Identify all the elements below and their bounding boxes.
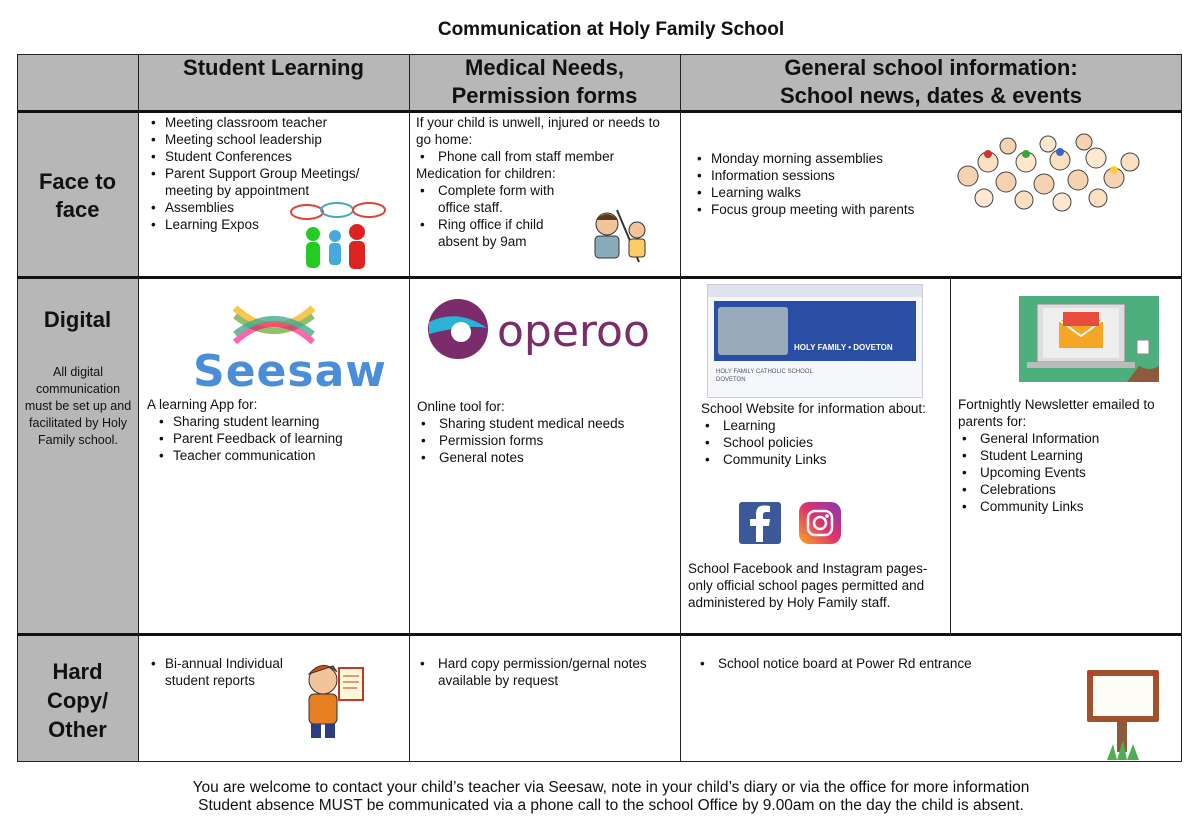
list-item: • Parent Feedback of learning [147, 430, 402, 447]
list-item: • Complete form with office staff. [416, 182, 556, 216]
email-newsletter-laptop-icon [1019, 296, 1159, 382]
operoo-logo: operoo [497, 306, 650, 357]
social-media-text: School Facebook and Instagram pages- only official school pages permitted and administered by Holy Family staff. [688, 561, 928, 610]
website-caption-1: HOLY FAMILY CATHOLIC SCHOOL [716, 369, 813, 375]
footer-line-2: Student absence MUST be communicated via a phone call to the school Office by 9.00am on the day the child is absent. [198, 797, 1024, 814]
footer-line-1: You are welcome to contact your child’s teacher via Seesaw, note in your child’s diary or via the office for more information [192, 779, 1030, 796]
list-item: • Learning [701, 417, 941, 434]
header-general-line1: General school information: [784, 55, 1078, 80]
crowd-of-children-icon [948, 132, 1144, 214]
seesaw-list [147, 413, 402, 464]
website-banner-text: HOLY FAMILY • DOVETON [794, 343, 893, 352]
row-label-hard-copy [17, 657, 138, 744]
hard-medical-list [416, 655, 678, 689]
list-item: • Bi-annual Individual student reports [139, 655, 289, 689]
list-item: • Permission forms [417, 432, 677, 449]
header-student-learning [138, 54, 409, 111]
list-item: • Information sessions [685, 167, 945, 184]
hard-student-cell [139, 655, 289, 689]
row-label-face-to-face [17, 168, 138, 224]
list-item: • Phone call from staff member [416, 148, 678, 165]
digital-seesaw-cell [147, 396, 402, 464]
list-item: • Assemblies [139, 199, 389, 216]
seesaw-logo: Seesaw [193, 346, 387, 397]
header-medical-line1: Medical Needs, [465, 55, 624, 80]
list-item: • Meeting classroom teacher [139, 114, 389, 131]
list-item: • General Information [958, 430, 1178, 447]
operoo-logo-icon [427, 298, 489, 360]
website-caption-2: DOVETON [716, 377, 746, 383]
list-item: • Sharing student learning [147, 413, 402, 430]
face-general-list [685, 150, 945, 218]
document-title: Communication at Holy Family School [437, 19, 785, 40]
row-label-hard-line1: Hard [52, 659, 103, 684]
header-medical-needs [409, 54, 680, 111]
sick-child-icon [587, 206, 653, 264]
operoo-intro: Online tool for: [417, 399, 505, 414]
face-medical-mid: Medication for children: [416, 166, 556, 181]
digital-website-cell [701, 400, 941, 468]
list-item: • Teacher communication [147, 447, 402, 464]
notice-board-icon [1083, 666, 1163, 760]
list-item: • Student Learning [958, 447, 1178, 464]
list-item: • School notice board at Power Rd entrance [696, 655, 1076, 672]
list-item: • Upcoming Events [958, 464, 1178, 481]
website-intro: School Website for information about: [701, 401, 926, 416]
face-medical-intro: If your child is unwell, injured or needs to go home: [416, 115, 660, 147]
boy-reading-report-icon [299, 658, 371, 740]
hard-medical-cell [416, 655, 678, 689]
list-item: • Monday morning assemblies [685, 150, 945, 167]
row-label-face-line2: face [55, 197, 100, 222]
instagram-icon[interactable] [799, 502, 841, 544]
face-medical-list-1 [416, 148, 678, 165]
list-item: • School policies [701, 434, 941, 451]
list-item: • Sharing student medical needs [417, 415, 677, 432]
list-item: • Ring office if child absent by 9am [416, 216, 556, 250]
list-item: • Community Links [958, 498, 1178, 515]
newsletter-intro: Fortnightly Newsletter emailed to parents for: [958, 397, 1155, 429]
digital-operoo-cell [417, 398, 677, 466]
website-nav-bar [708, 285, 922, 297]
list-item: • Community Links [701, 451, 941, 468]
hard-general-list [696, 655, 1076, 672]
header-corner-cell [17, 54, 138, 111]
header-general-info [680, 54, 1182, 111]
list-item: • Focus group meeting with parents [685, 201, 945, 218]
website-banner [714, 301, 916, 361]
school-website-screenshot [707, 284, 923, 398]
row-label-hard-line3: Other [48, 717, 107, 742]
communication-table [17, 54, 1182, 762]
hard-general-cell [696, 655, 1076, 672]
people-talking-icon [285, 202, 389, 272]
facebook-icon[interactable] [739, 502, 781, 544]
face-medical-list-2 [416, 182, 556, 250]
list-item: • Parent Support Group Meetings/ meeting by appointment [139, 165, 389, 199]
face-general-cell [685, 150, 945, 218]
seesaw-intro: A learning App for: [147, 397, 258, 412]
row-label-hard-line2: Copy/ [46, 688, 109, 713]
header-general-line2: School news, dates & events [780, 83, 1082, 108]
hard-student-list [139, 655, 289, 689]
digital-note: All digital communication must be set up and facilitated by Holy Family school. [24, 365, 132, 447]
list-item: • General notes [417, 449, 677, 466]
seesaw-swirl-icon [231, 300, 317, 350]
website-photo [718, 307, 788, 355]
header-student-learning-label: Student Learning [183, 55, 364, 80]
website-list [701, 417, 941, 468]
list-item: • Celebrations [958, 481, 1178, 498]
list-item: • Student Conferences [139, 148, 389, 165]
row-label-face-line1: Face to [38, 169, 117, 194]
digital-newsletter-cell [958, 396, 1178, 515]
list-item: • Learning walks [685, 184, 945, 201]
operoo-list [417, 415, 677, 466]
list-item: • Hard copy permission/gernal notes available by request [416, 655, 678, 689]
list-item: • Learning Expos [139, 216, 389, 233]
newsletter-list [958, 430, 1178, 515]
list-item: • Meeting school leadership [139, 131, 389, 148]
row-label-digital: Digital [43, 307, 112, 332]
header-medical-line2: Permission forms [451, 83, 638, 108]
